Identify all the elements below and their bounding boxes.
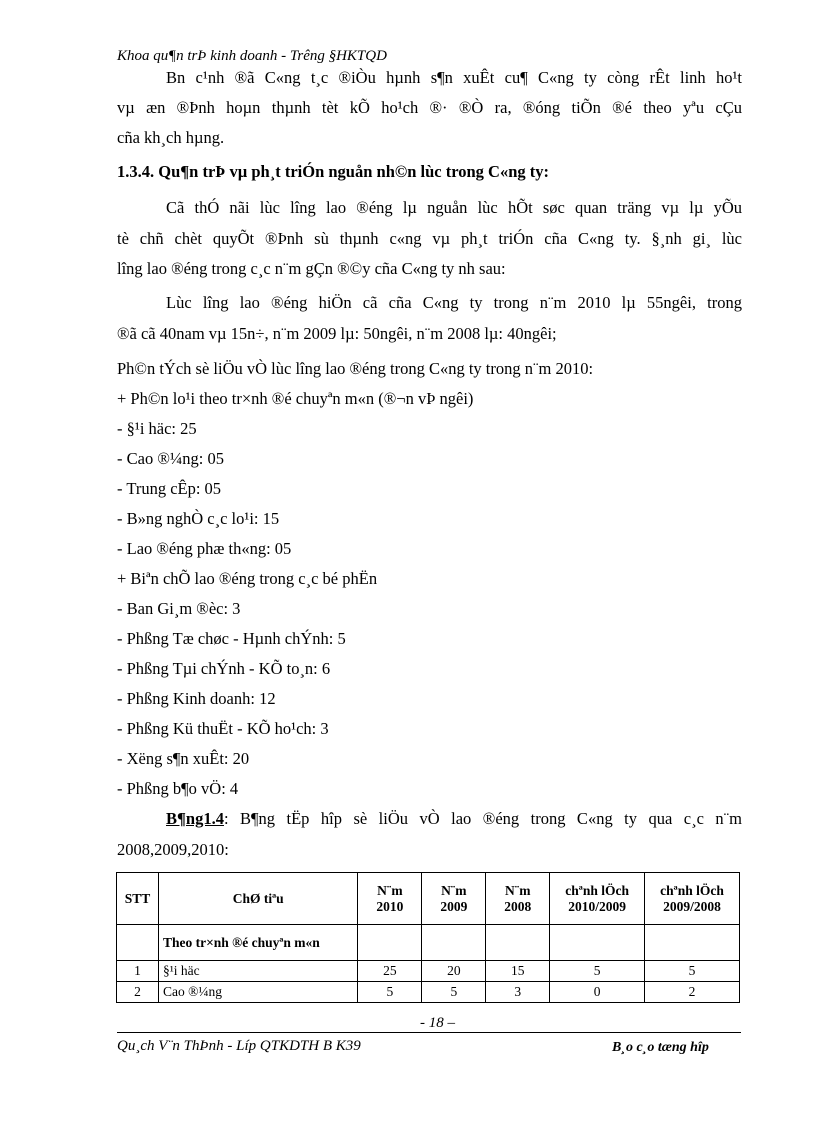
list-line: Ph©n tÝch sè liÖu vÒ lùc lîng lao ®éng trong C«ng ty trong n¨m 2010: xyxy=(117,359,594,378)
para1-line1: Bn c¹nh ®ã C«ng t¸c ®iÒu hµnh s¶n xuÊt cu¶ C«ng ty còng rÊt linh ho¹t xyxy=(166,68,742,87)
para2-line3: lîng lao ®éng trong c¸c n¨m gÇn ®©y cña C«ng ty nh sau: xyxy=(117,259,506,278)
cell: 5 xyxy=(422,982,486,1003)
cell: 1 xyxy=(117,961,159,982)
list-line: - Phßng Kü thuËt - KÕ ho¹ch: 3 xyxy=(117,719,329,738)
table-header-row xyxy=(117,873,740,925)
list-line: - B»ng nghÒ c¸c lo¹i: 15 xyxy=(117,509,280,528)
cell: 2 xyxy=(645,982,740,1003)
page-header: Khoa qu¶n trÞ kinh doanh - Trêng §HKTQD xyxy=(117,48,387,64)
group-label: Theo tr×nh ®é chuyªn m«n xyxy=(158,925,357,961)
list-line: - Xëng s¶n xuÊt: 20 xyxy=(117,749,250,768)
list-line: - Phßng b¶o vÖ: 4 xyxy=(117,779,239,798)
list-line: - Trung cÊp: 05 xyxy=(117,479,222,498)
para2-line2: tè chñ chèt quyÕt ®Þnh sù thµnh c«ng vµ ph¸t triÓn cña C«ng ty. §¸nh gi¸ lùc xyxy=(117,229,742,248)
table-caption-label: B¶ng1.4 xyxy=(166,809,224,828)
cell: 2 xyxy=(117,982,159,1003)
th-2009: N¨m 2009 xyxy=(422,873,486,925)
list-line: - §¹i häc: 25 xyxy=(117,419,197,438)
cell: 5 xyxy=(358,982,422,1003)
list-line: - Phßng Tµi chÝnh - KÕ to¸n: 6 xyxy=(117,659,331,678)
para3-line2: ®ã cã 40nam vµ 15n÷, n¨m 2009 lµ: 50ngêi, n¨m 2008 lµ: 40ngêi; xyxy=(117,324,557,343)
cell: 20 xyxy=(422,961,486,982)
table-row xyxy=(117,961,740,982)
para1-line2: vµ æn ®Þnh hoµn thµnh tèt kÕ ho¹ch ®· ®Ò ra, ®óng tiÕn ®é theo yªu cÇu xyxy=(117,98,742,117)
cell: §¹i häc xyxy=(158,961,357,982)
list-line: - Phßng Kinh doanh: 12 xyxy=(117,689,276,708)
th-stt: STT xyxy=(117,873,159,925)
table-caption xyxy=(166,809,742,829)
table-caption-line2: 2008,2009,2010: xyxy=(117,840,229,859)
section-title: 1.3.4. Qu¶n trÞ vµ ph¸t triÓn nguån nh©n lùc trong C«ng ty: xyxy=(117,162,550,181)
para1-line3: cña kh¸ch hµng. xyxy=(117,128,225,147)
th-chi-tieu: ChØ tiªu xyxy=(158,873,357,925)
cell: 15 xyxy=(486,961,550,982)
table-group-row xyxy=(117,925,740,961)
page-number: - 18 – xyxy=(420,1015,455,1031)
list-line: - Phßng Tæ chøc - Hµnh chÝnh: 5 xyxy=(117,629,346,648)
th-diff-2010-2009: chªnh lÖch 2010/2009 xyxy=(550,873,645,925)
cell: 5 xyxy=(645,961,740,982)
footer-divider xyxy=(117,1032,741,1033)
table-row xyxy=(117,982,740,1003)
footer-author: Qu¸ch V¨n ThÞnh - Líp QTKDTH B K39 xyxy=(117,1038,361,1054)
cell: 0 xyxy=(550,982,645,1003)
list-line: - Cao ®¼ng: 05 xyxy=(117,449,224,468)
para2-line1: Cã thÓ nãi lùc lîng lao ®éng lµ nguån lùc hÕt søc quan träng vµ lµ yÕu xyxy=(166,198,742,217)
list-line: + Ph©n lo¹i theo tr×nh ®é chuyªn m«n (®¬n vÞ ngêi) xyxy=(117,389,474,408)
cell: 3 xyxy=(486,982,550,1003)
cell: 5 xyxy=(550,961,645,982)
table-caption-text: : B¶ng tËp hîp sè liÖu vÒ lao ®éng trong C«ng ty qua c¸c n¨m xyxy=(223,809,742,828)
th-2008: N¨m 2008 xyxy=(486,873,550,925)
labour-table xyxy=(116,872,740,1003)
list-line: - Ban Gi¸m ®èc: 3 xyxy=(117,599,241,618)
cell: Cao ®¼ng xyxy=(158,982,357,1003)
footer-report-title: B¸o c¸o tæng hîp xyxy=(612,1040,709,1055)
th-2010: N¨m 2010 xyxy=(358,873,422,925)
list-line: - Lao ®éng phæ th«ng: 05 xyxy=(117,539,292,558)
th-diff-2009-2008: chªnh lÖch 2009/2008 xyxy=(645,873,740,925)
para3-line1: Lùc lîng lao ®éng hiÖn cã cña C«ng ty trong n¨m 2010 lµ 55ngêi, trong xyxy=(166,293,742,312)
cell: 25 xyxy=(358,961,422,982)
list-line: + Biªn chÕ lao ®éng trong c¸c bé phËn xyxy=(117,569,378,588)
